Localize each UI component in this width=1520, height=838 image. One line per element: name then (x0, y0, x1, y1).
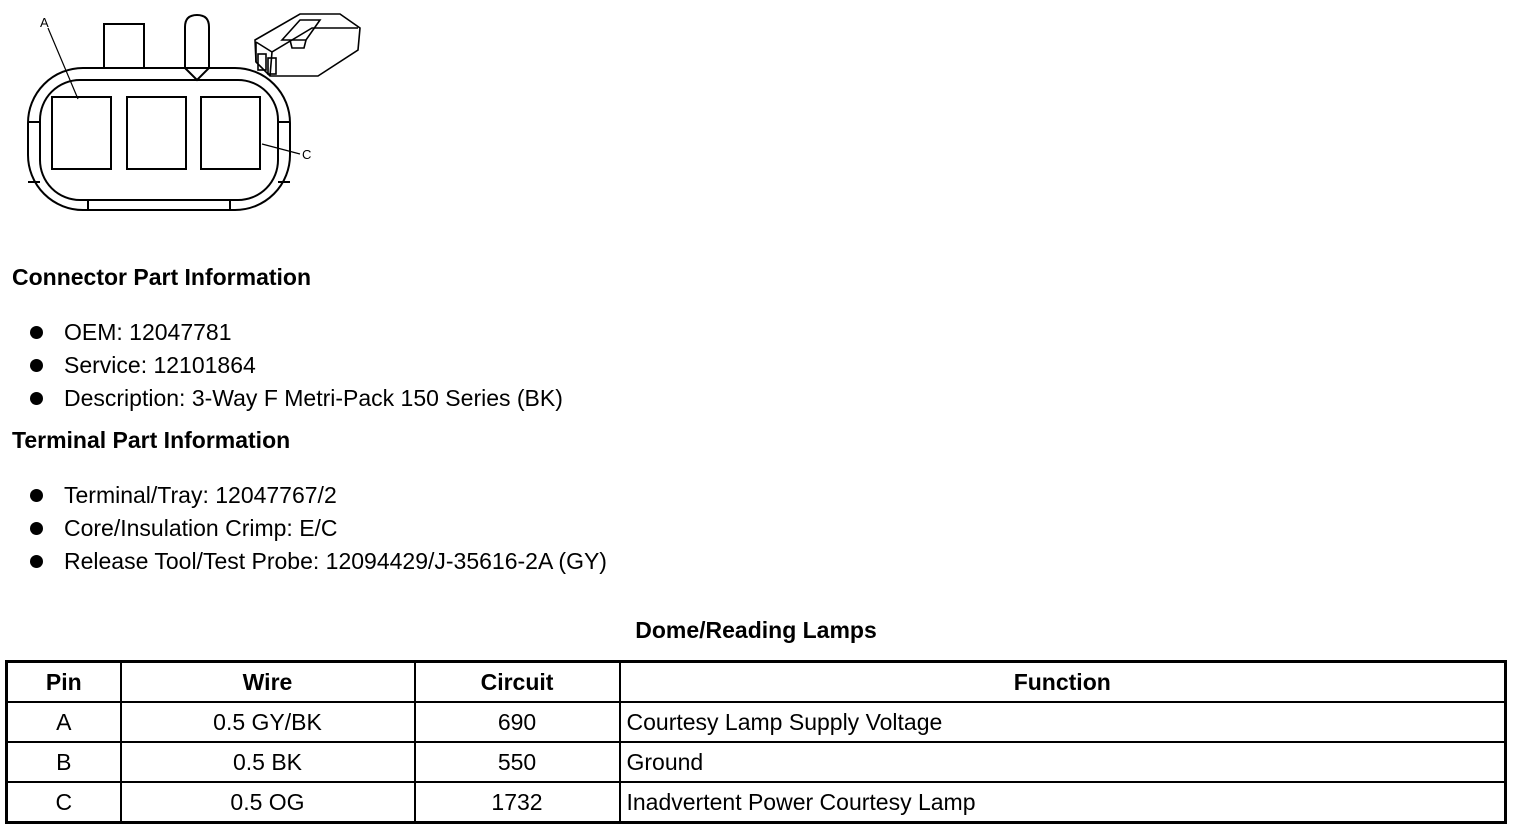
cell-function: Ground (620, 742, 1506, 782)
list-item (28, 512, 607, 545)
cell-function: Inadvertent Power Courtesy Lamp (620, 782, 1506, 823)
cavity-c (201, 97, 260, 169)
pinout-table (5, 660, 1507, 824)
cell-pin: A (7, 702, 121, 742)
connector-outer-shell (28, 68, 290, 210)
cell-function: Courtesy Lamp Supply Voltage (620, 702, 1506, 742)
list-item (28, 479, 607, 512)
callout-c-label: C (302, 147, 312, 162)
connector-part-info-heading: Connector Part Information (12, 264, 312, 290)
table-title: Dome/Reading Lamps (635, 617, 877, 643)
cavity-b (127, 97, 186, 169)
cavity-a (52, 97, 111, 169)
list-item (28, 316, 563, 349)
header-pin: Pin (7, 662, 121, 703)
bullet-icon (30, 392, 43, 405)
table-row (7, 702, 1506, 742)
terminal-part-info-heading: Terminal Part Information (12, 427, 291, 453)
header-wire: Wire (121, 662, 415, 703)
connector-service-text: Service: 12101864 (64, 352, 256, 378)
cell-wire: 0.5 OG (121, 782, 415, 823)
cell-circuit: 1732 (415, 782, 620, 823)
list-item (28, 349, 563, 382)
bullet-icon (30, 489, 43, 502)
bullet-icon (30, 522, 43, 535)
connector-oem-text: OEM: 12047781 (64, 319, 232, 345)
table-header-row (7, 662, 1506, 703)
connector-tab-arrow (185, 15, 209, 80)
connector-face-diagram (0, 0, 380, 225)
list-item (28, 382, 563, 415)
cell-pin: B (7, 742, 121, 782)
connector-isometric-icon (255, 14, 360, 76)
terminal-tray-text: Terminal/Tray: 12047767/2 (64, 482, 337, 508)
callout-a-label: A (40, 15, 49, 30)
terminal-part-info-list (28, 479, 607, 578)
cell-wire: 0.5 GY/BK (121, 702, 415, 742)
table-row (7, 782, 1506, 823)
cell-wire: 0.5 BK (121, 742, 415, 782)
release-tool-text: Release Tool/Test Probe: 12094429/J-35616-2A (GY) (64, 548, 607, 574)
bullet-icon (30, 359, 43, 372)
bullet-icon (30, 555, 43, 568)
connector-part-info-list (28, 316, 563, 415)
connector-description-text: Description: 3-Way F Metri-Pack 150 Series (BK) (64, 385, 563, 411)
cell-circuit: 550 (415, 742, 620, 782)
bullet-icon (30, 326, 43, 339)
connector-tab-square (104, 24, 144, 68)
cell-circuit: 690 (415, 702, 620, 742)
list-item (28, 545, 607, 578)
header-circuit: Circuit (415, 662, 620, 703)
cell-pin: C (7, 782, 121, 823)
core-insulation-crimp-text: Core/Insulation Crimp: E/C (64, 515, 338, 541)
table-row (7, 742, 1506, 782)
header-function: Function (620, 662, 1506, 703)
